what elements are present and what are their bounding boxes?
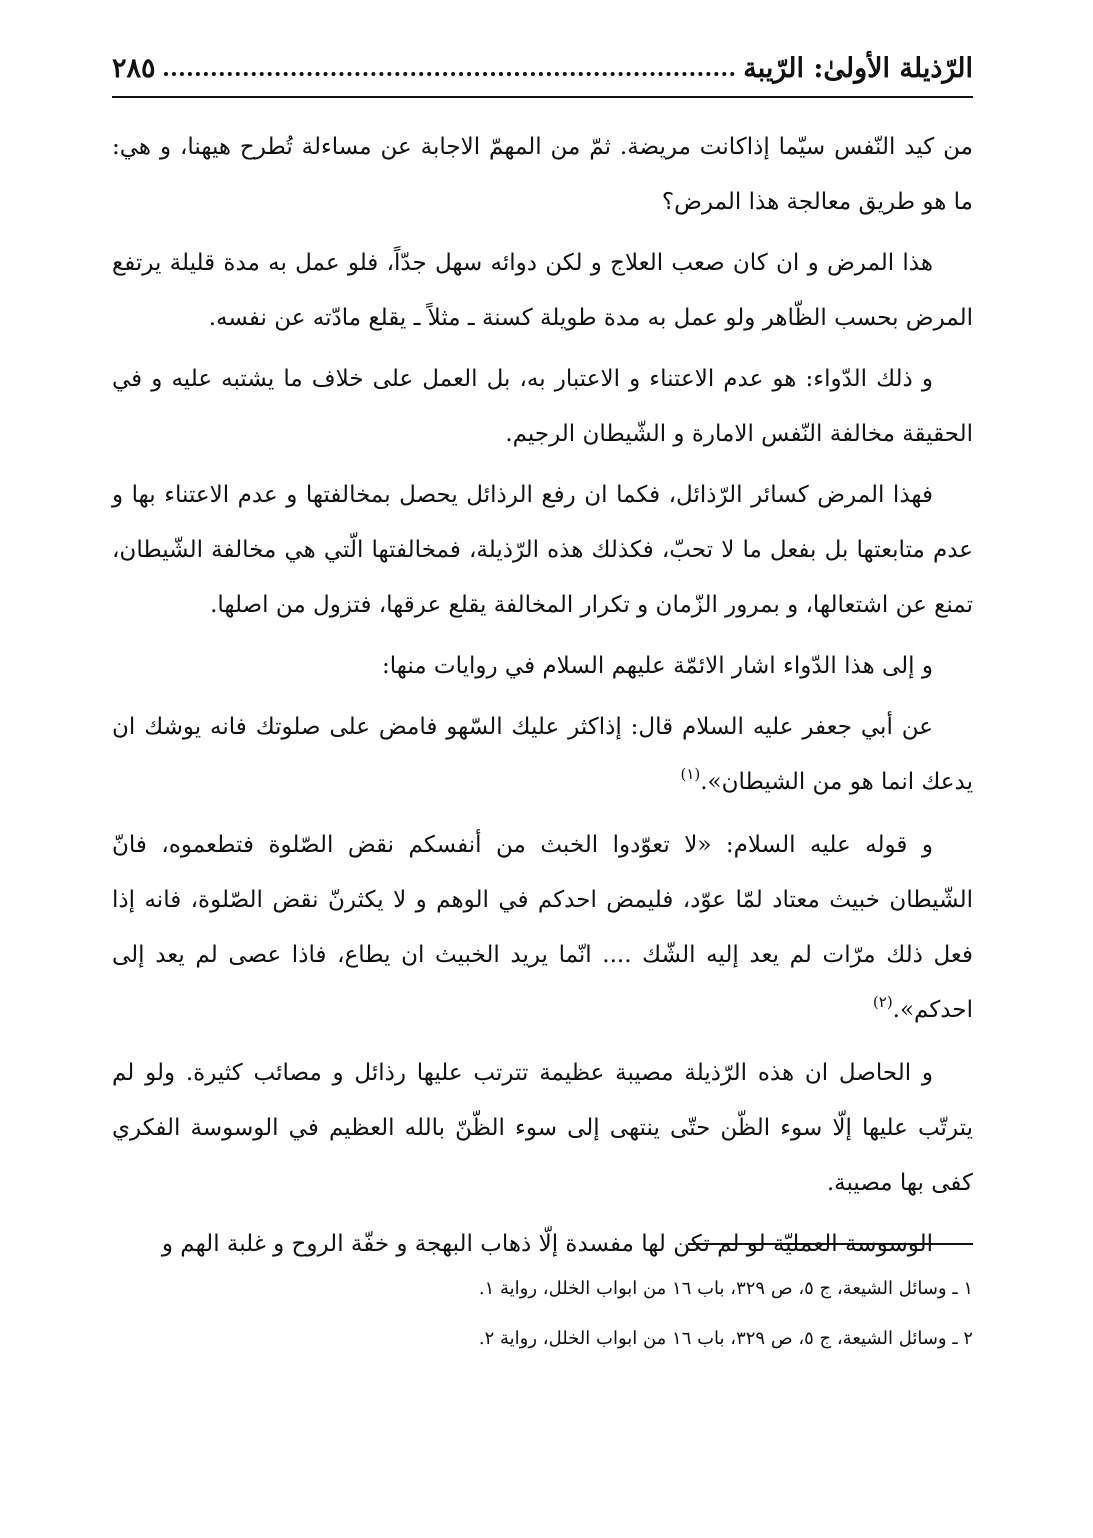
paragraph: هذا المرض و ان كان صعب العلاج و لكن دوائه سهل جدّاً، فلو عمل به مدة قليلة يرتفع المرض بحسب الظّاهر ولو عمل به مدة طويلة كسنة ـ مثلاً ـ يقلع مادّته عن نفسه.	[112, 250, 973, 331]
footnote-reference: (٢)	[872, 993, 893, 1011]
paragraph: الوسوسة العمليّة لو لم تكن لها مفسدة إلّا ذهاب البهجة و خفّة الروح و غلبة الهم و	[161, 1231, 933, 1257]
footnote: ٢ ـ وسائل الشيعة، ج ٥، ص ٣٢٩، باب ١٦ من ابواب الخلل، رواية ٢.	[478, 1328, 973, 1349]
main-text	[112, 120, 973, 1272]
footnote-reference: (١)	[680, 765, 701, 783]
narration-paragraph	[112, 818, 973, 1040]
footnote: ١ ـ وسائل الشيعة، ج ٥، ص ٣٢٩، باب ١٦ من ابواب الخلل، رواية ١.	[478, 1278, 973, 1299]
page-header	[112, 40, 973, 98]
paragraph: من كيد النّفس سيّما إذاكانت مريضة. ثمّ من المهمّ الاجابة عن مساءلة تُطرح هيهنا، و هي: ما هو طريق معالجة هذا المرض؟	[112, 134, 973, 215]
narration-paragraph	[112, 700, 973, 812]
paragraph: و إلى هذا الدّواء اشار الائمّة عليهم السلام في روايات منها:	[382, 653, 933, 679]
paragraph: و الحاصل ان هذه الرّذيلة مصيبة عظيمة تترتب عليها رذائل و مصائب كثيرة. ولو لم يترتّب عليها إلّا سوء الظّن حتّى ينتهى إلى سوء الظّنّ بالله العظيم في الوسوسة الفكري كفى بها مصيبة.	[112, 1060, 973, 1196]
narration-text: عن أبي جعفر عليه السلام قال: إذاكثر عليك السّهو فامض على صلوتك فانه يوشك ان يدعك انما هو من الشيطان».	[112, 714, 973, 795]
footnotes	[112, 1264, 973, 1364]
narration-text: و قوله عليه السلام: «لا تعوّدوا الخبث من أنفسكم نقض الصّلوة فتطعموه، فانّ الشّيطان خبيث معتاد لمّا عوّد، فليمض احدكم في الوهم و لا يكثرنّ نقض الصّلوة، فانه إذا فعل ذلك مرّات لم يعد إليه الشّك .... انّما يريد الخبيث ان يطاع، فاذا عصى لم يعد إلى احدكم».	[112, 832, 973, 1023]
paragraph: فهذا المرض كسائر الرّذائل، فكما ان رفع الرذائل يحصل بمخالفتها و عدم الاعتناء بها و عدم متابعتها بل بفعل ما لا تحبّ، فكذلك هذه الرّذيلة، فمخالفتها الّتي هي مخالفة الشّيطان، تمنع عن اشتعالها، و بمرور الزّمان و تكرار المخالفة يقلع عرقها، فتزول من اصلها.	[112, 482, 973, 618]
footnote-separator	[688, 1243, 973, 1245]
paragraph: و ذلك الدّواء: هو عدم الاعتناء و الاعتبار به، بل العمل على خلاف ما يشتبه عليه و في الحقيقة مخالفة النّفس الامارة و الشّيطان الرجيم.	[112, 366, 973, 447]
running-title: الرّذيلة الأولىٰ: الرّيبة	[743, 52, 973, 84]
dot-leader	[164, 72, 736, 76]
page-number: ٢٨٥	[112, 52, 156, 84]
